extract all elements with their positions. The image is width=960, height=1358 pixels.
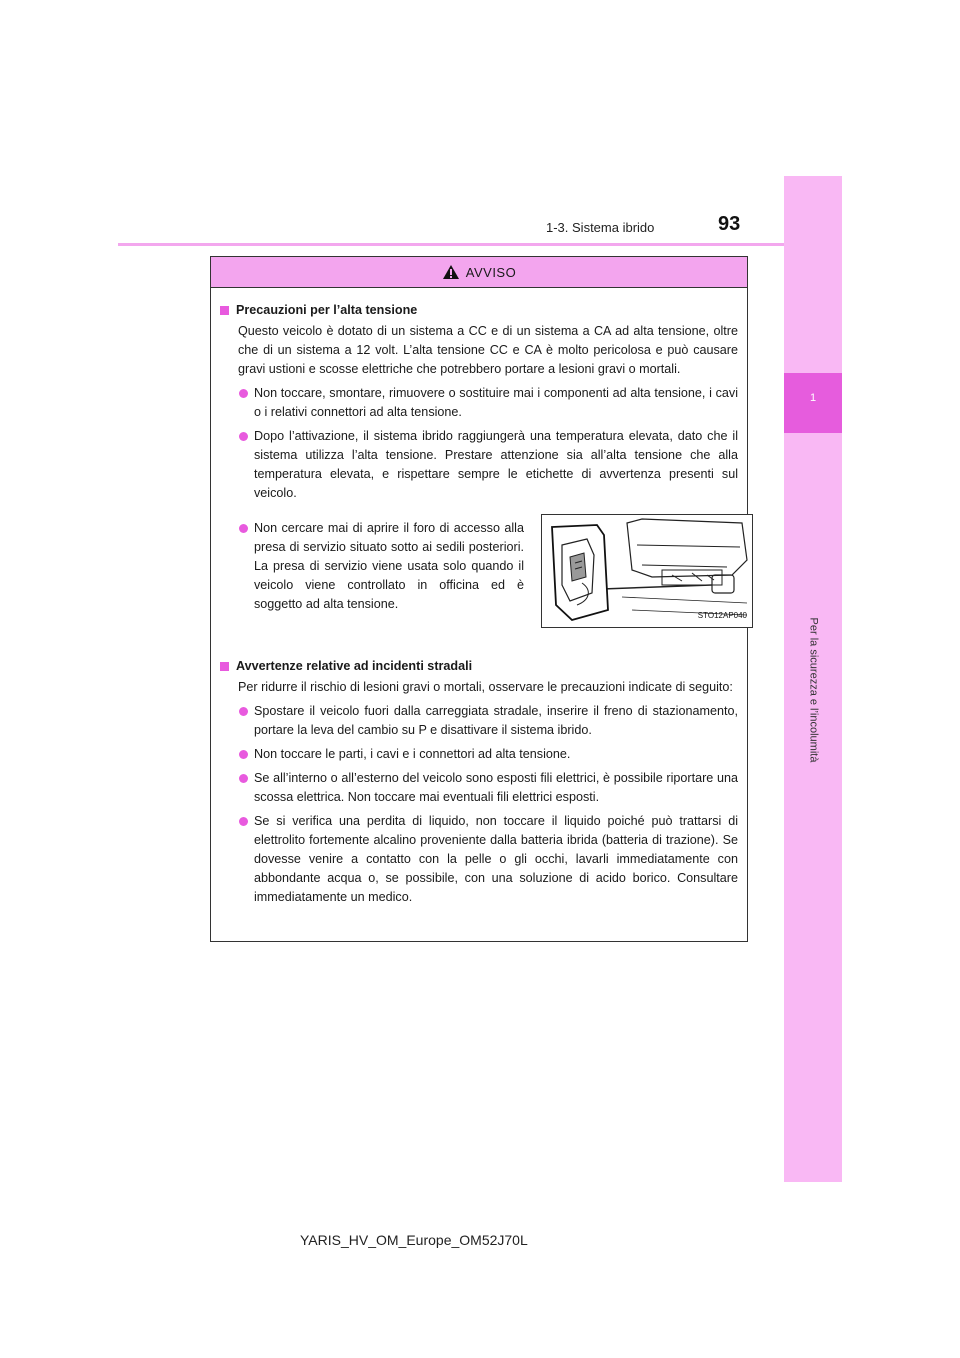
page-number: 93	[718, 213, 741, 235]
illustration-code: STO12AP040	[697, 611, 747, 620]
chapter-label: Per la sicurezza e l’incolumità	[807, 617, 820, 763]
round-bullet-icon	[239, 707, 248, 716]
round-bullet-icon	[239, 750, 248, 759]
section-text-high-voltage: Questo veicolo è dotato di un sistema a CC e di un sistema a CA ad alta tensione, oltre che di un sistema a 12 volt. L’alta tensione CC e CA è molto pericolosa e può causare gravi ustioni e scosse elettriche che potrebbero portare a lesioni gravi o mortali.	[238, 324, 738, 376]
round-bullet-icon	[239, 389, 248, 398]
warning-triangle-icon	[442, 264, 460, 280]
warning-content	[211, 288, 747, 907]
round-bullet-icon	[239, 817, 248, 826]
square-bullet-icon	[220, 306, 229, 315]
square-bullet-icon	[220, 662, 229, 671]
chapter-number: 1	[809, 392, 817, 404]
section-heading-accidents: Avvertenze relative ad incidenti stradali	[220, 657, 738, 676]
list-item: Non cercare mai di aprire il foro di accesso alla presa di servizio situato sotto ai sedili posteriori. La presa di servizio viene usata solo quando il veicolo viene controllato in officina ed è soggetto ad alta tensione.	[220, 519, 524, 614]
warning-title: AVVISO	[465, 264, 517, 280]
section-text-accidents: Per ridurre il rischio di lesioni gravi o mortali, osservare le precauzioni indicate di seguito:	[238, 680, 733, 694]
list-item: Dopo l’attivazione, il sistema ibrido raggiungerà una temperatura elevata, dato che il sistema utilizza l’alta tensione. Prestare attenzione sia all’alta tensione che alla temperatura elevata, e rispettare sempre le etichette di avvertenza presenti sul veicolo.	[220, 427, 738, 503]
section-title: 1-3. Sistema ibrido	[546, 220, 655, 235]
service-plug-illustration	[541, 514, 753, 628]
list-item: Non toccare, smontare, rimuovere o sostituire mai i componenti ad alta tensione, i cavi o i relativi connettori ad alta tensione.	[220, 384, 738, 422]
round-bullet-icon	[239, 774, 248, 783]
warning-header	[211, 257, 747, 288]
list-item: Non toccare le parti, i cavi e i connettori ad alta tensione.	[220, 745, 738, 764]
header-rule	[118, 243, 784, 246]
round-bullet-icon	[239, 524, 248, 533]
list-item: Spostare il veicolo fuori dalla carreggiata stradale, inserire il freno di stazionamento, portare la leva del cambio su P e disattivare il sistema ibrido.	[220, 702, 738, 740]
list-item: Se si verifica una perdita di liquido, non toccare il liquido poiché può trattarsi di elettrolito fortemente alcalino proveniente dalla batteria ibrida (batteria di trazione). Se dovesse venire a contatto con la pelle o gli occhi, lavarli immediatamente con abbondante acqua o, se possibile, con una soluzione di acido borico. Consultare immediatamente un medico.	[220, 812, 738, 907]
list-item: Se all’interno o all’esterno del veicolo sono esposti fili elettrici, è possibile riportare una scossa elettrica. Non toccare mai eventuali fili elettrici esposti.	[220, 769, 738, 807]
service-plug-row	[220, 514, 747, 654]
warning-box	[210, 256, 748, 942]
section-heading-high-voltage: Precauzioni per l’alta tensione	[220, 301, 738, 320]
round-bullet-icon	[239, 432, 248, 441]
footer-doc-code: YARIS_HV_OM_Europe_OM52J70L	[300, 1232, 528, 1248]
